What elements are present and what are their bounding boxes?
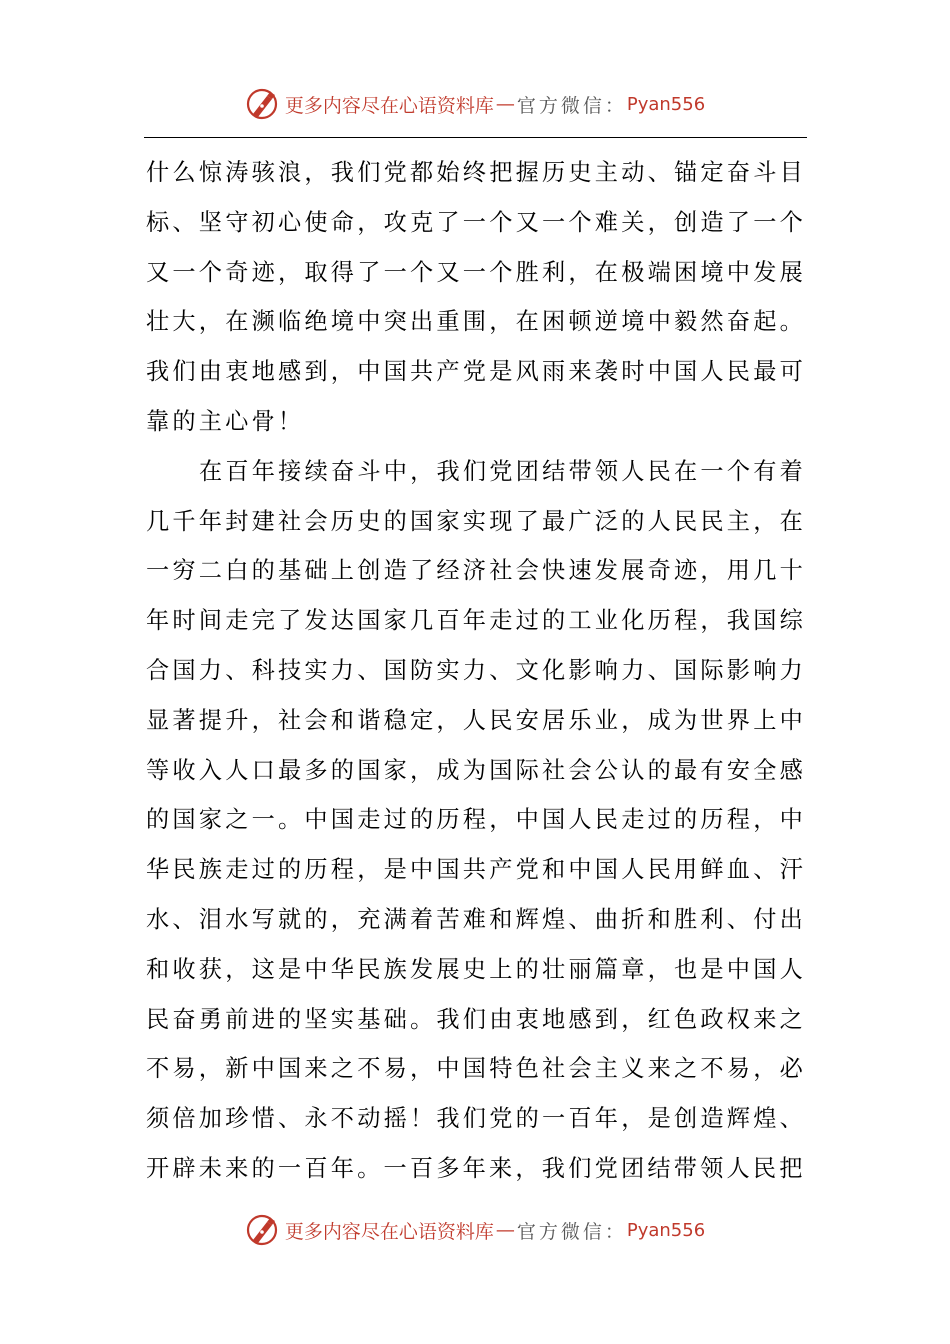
- document-body: [146, 148, 806, 1194]
- pen-nib-logo-icon: [245, 1213, 279, 1247]
- footer-label: 官方微信：: [516, 1220, 627, 1243]
- header-banner: [0, 84, 950, 124]
- header-divider: [144, 137, 807, 138]
- header-account: Pyan556: [626, 93, 706, 115]
- paragraph-1: 什么惊涛骇浪，我们党都始终把握历史主动、锚定奋斗目标、坚守初心使命，攻克了一个又一个难关，创造了一个又一个奇迹，取得了一个又一个胜利，在极端困境中发展壮大，在濒临绝境中突出重围，在困顿逆境中毅然奋起。我们由衷地感到，中国共产党是风雨来袭时中国人民最可靠的主心骨！: [146, 159, 806, 435]
- header-label: 官方微信：: [516, 94, 627, 117]
- footer-account: Pyan556: [626, 1219, 706, 1241]
- header-brand-text: 更多内容尽在心语资料库: [284, 94, 494, 117]
- header-separator: —: [495, 93, 515, 115]
- footer-brand-text: 更多内容尽在心语资料库: [284, 1220, 494, 1243]
- footer-separator: —: [495, 1219, 515, 1241]
- paragraph-2: 在百年接续奋斗中，我们党团结带领人民在一个有着几千年封建社会历史的国家实现了最广泛的人民民主，在一穷二白的基础上创造了经济社会快速发展奇迹，用几十年时间走完了发达国家几百年走过的工业化历程，我国综合国力、科技实力、国防实力、文化影响力、国际影响力显著提升，社会和谐稳定，人民安居乐业，成为世界上中等收入人口最多的国家，成为国际社会公认的最有安全感的国家之一。中国走过的历程，中国人民走过的历程，中华民族走过的历程，是中国共产党和中国人民用鲜血、汗水、泪水写就的，充满着苦难和辉煌、曲折和胜利、付出和收获，这是中华民族发展史上的壮丽篇章，也是中国人民奋勇前进的坚实基础。我们由衷地感到，红色政权来之不易，新中国来之不易，中国特色社会主义来之不易，必须倍加珍惜、永不动摇！我们党的一百年，是创造辉煌、开辟未来的一百年。一百多年来，我们党团结带领人民把: [146, 457, 806, 1182]
- pen-nib-logo-icon: [245, 87, 279, 121]
- footer-banner: [0, 1210, 950, 1250]
